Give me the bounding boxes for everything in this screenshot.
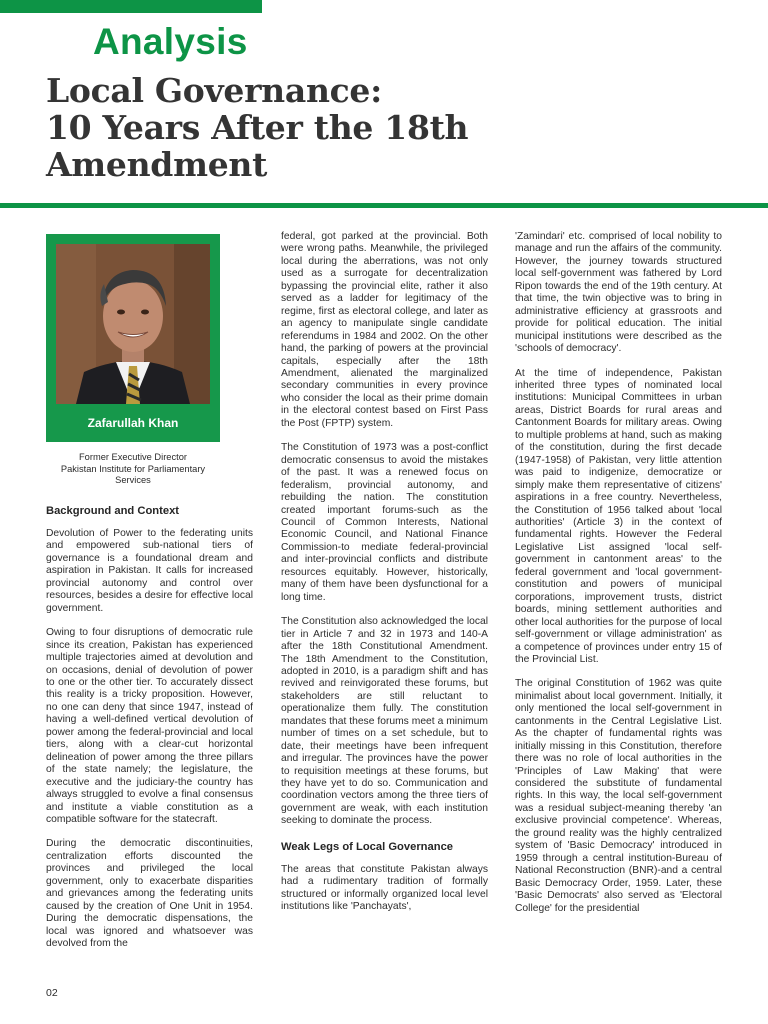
body-column-1 xyxy=(46,504,253,963)
author-affiliation xyxy=(46,452,220,487)
body-paragraph: Devolution of Power to the federating units and empowered sub-national tiers of governance is a foundational dream and aspiration in Pakistan. It calls for increased provincial autonomy and control over resources, besides a desire for effective local government. xyxy=(46,528,253,614)
body-paragraph: During the democratic discontinuities, centralization efforts discounted the provinces and privileged the local government, only to exacerbate disparities and grievances among the federating units caused by the creation of One Unit in 1954. During the democratic dispensations, the local was ignored and whatsoever was devolved from the xyxy=(46,838,253,950)
section-label: Analysis xyxy=(93,21,248,62)
author-card xyxy=(46,234,220,442)
body-paragraph: 'Zamindari' etc. comprised of local nobility to manage and run the affairs of the community. However, the journey towards structured local self-government was fathered by Lord Ripon towards the end of the 19th century. At that time, the twin objective was to bring in administrative efficiency at grassroots and provide for political education. The initial municipal institutions were described as the 'schools of democracy'. xyxy=(515,231,722,355)
body-paragraph: federal, got parked at the provincial. Both were wrong paths. Meanwhile, the privileged local during the aberrations, was not only used as a surrogate for decentralization bypassing the provincial elite, rather it also served as a ladder for legitimacy of the regime, first as electoral college, and later as an agency to manipulate single candidate referendums in 1984 and 2002. On the other hand, the parking of powers at the provincial capitals, especially after the 18th Amendment, alienated the marginalized secondary communities in every province who consider the local as their prime domain in the electoral contest based on First Pass the Post (FPTP) system. xyxy=(281,231,488,429)
body-column-2 xyxy=(281,231,488,926)
section-heading: Background and Context xyxy=(46,505,180,517)
author-role: Former Executive Director xyxy=(79,452,187,462)
body-paragraph: The areas that constitute Pakistan always had a rudimentary tradition of formally structured or informally organized local level institutions like 'Panchayats', xyxy=(281,863,488,913)
author-photo xyxy=(56,244,210,404)
title-line: 10 Years After the 18th xyxy=(46,108,469,147)
article-title xyxy=(46,72,646,183)
author-portrait-illustration xyxy=(56,244,210,404)
author-name: Zafarullah Khan xyxy=(87,416,179,430)
page-number: 02 xyxy=(46,987,58,999)
body-paragraph: The Constitution also acknowledged the local tier in Article 7 and 32 in 1973 and 140-A after the 18th Constitutional Amendment. The 18th Amendment to the Constitution, adopted in 2010, is a paradigm shift and has revived and reinvigorated these forums, but stakeholders are still reluctant to operationalize them fully. The constitution mandates that these forums meet a minimum number of times on a set schedule, but to date, their meetings have been infrequent and irregular. The provinces have the power to requisition meetings at these forums, but they have yet to do so. Communication and coordination vectors among the three tiers of government are weak, with each institution seeking to dominate the process. xyxy=(281,616,488,827)
body-paragraph: Owing to four disruptions of democratic rule since its creation, Pakistan has experienced multiple trajectories aimed at devolution and on occasions, denial of devolution of power to one or the other tier. To accurately dissect this reality is a tricky proposition. However, no one can deny that since 1947, instead of having a well-defined vertical devolution of power among the federal-provincial and local tiers, along with a clear-cut horizontal delineation of power among the three pillars of the state namely; the legislature, the executive and the judiciary-the country has always struggled to evolve a final consensus and institute a viable constitution as a compatible software for the statecraft. xyxy=(46,627,253,825)
title-line: Local Governance: xyxy=(46,71,383,110)
body-paragraph: At the time of independence, Pakistan inherited three types of nominated local institutions: Municipal Committees in urban areas, District Boards for rural areas and Cantonment Boards for military areas. Owing to multiple problems at hand, such as making of the constitution, during the first decade (1947-1958) of Pakistan, very little attention was paid to indigenize, democratize or simply make them representative of citizens' aspirations in a free country. Nevertheless, the Constitution of 1956 talked about 'local authorities' (Article 3) in the context of fundamental rights. However the Federal Legislative List assigned 'local self-government in cantonment areas' to the federal government and 'local government-constitution and powers of municipal corporations, improvement trusts, district boards, mining settlement authorities and other local authorities for the purpose of local self-government or village administration' as a competence of provinces under entry 15 of the Provincial List. xyxy=(515,367,722,665)
body-column-3 xyxy=(515,231,722,927)
author-organization: Pakistan Institute for Parliamentary Services xyxy=(60,463,206,486)
body-paragraph: The Constitution of 1973 was a post-conflict democratic consensus to avoid the mistakes of the past. It was a renewed focus on federalism, provincial autonomy, and rebuilding the nation. The constitution created important forums-such as the Council of Common Interests, National Economic Council, and National Finance Commission-to mediate federal-provincial and inter-provincial conflicts and distribute resources equitably. However, historically, many of them have been dysfunctional for a long time. xyxy=(281,442,488,603)
body-paragraph: The original Constitution of 1962 was quite minimalist about local government. Initially, it only mentioned the local self-government in cantonments in the Central Legislative List. As the chapter of fundamental rights was initially missing in this Constitution, therefore there was no role of local authorities in the 'Principles of Law Making' that were considered the substitute of fundamental rights. In this way, the local self-government was a residual subject-meaning thereby 'an exclusive provincial competence'. Whereas, the ground reality was the highly centralized system of 'Basic Democracy' introduced in 1959 through a central institution-Bureau of National Reconstruction (BNR)-and a central Basic Democracy Order, 1959. Later, these 'Basic Democrats' also served as 'Electoral College' for the presidential xyxy=(515,678,722,914)
title-line: Amendment xyxy=(46,145,268,184)
top-accent-bar xyxy=(0,0,262,13)
section-heading: Weak Legs of Local Governance xyxy=(281,840,454,853)
title-divider xyxy=(0,203,768,208)
